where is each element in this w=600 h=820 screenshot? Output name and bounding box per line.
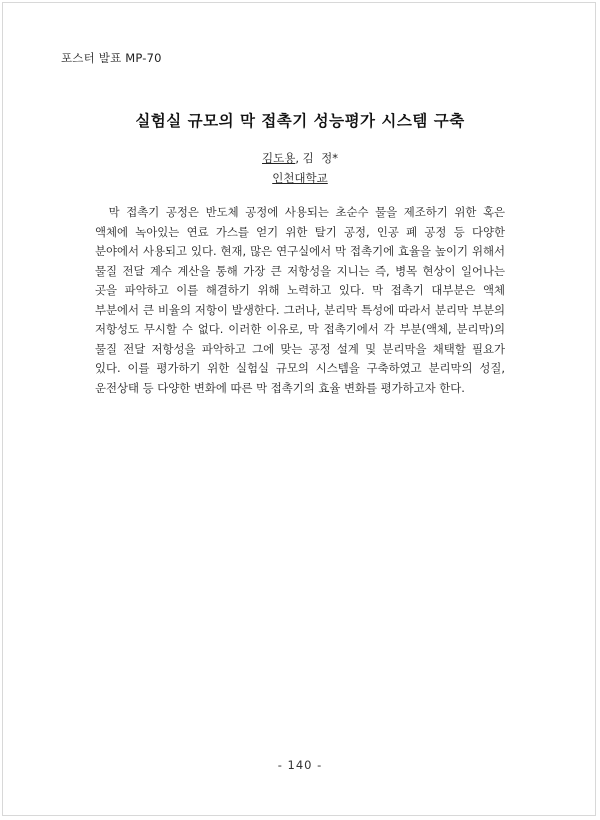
coauthor-name: 김 정* [302,151,338,165]
affiliation-name: 인천대학교 [272,171,328,185]
session-label: 포스터 발표 MP-70 [61,51,162,65]
paper-title: 실험실 규모의 막 접촉기 성능평가 시스템 구축 [135,112,465,130]
page-number: - 140 - [277,758,323,772]
author-line [0,150,600,166]
presenter-name: 김도용 [262,151,296,165]
abstract-paragraph: 막 접촉기 공정은 반도체 공정에 사용되는 초순수 물을 제조하기 위한 혹은 액체에 녹아있는 연료 가스를 얻기 위한 탈기 공정, 인공 폐 공정 등 다양한 분야에서 사용되고 있다. 현재, 많은 연구실에서 막 접촉기에 효율을 높이기 위해서 물질 전달 계수 계산을 통해 가장 큰 저항성을 지니는 즉, 병목 현상이 일어나는 곳을 파악하고 이를 해결하기 위해 노력하고 있다. 막 접촉기 대부분은 액체 부분에서 큰 비율의 저항이 발생한다. 그러나, 분리막 특성에 따라서 분리막 부분의 저항성도 무시할 수 없다. 이러한 이유로, 막 접촉기에서 각 부분(액체, 분리막)의 물질 전달 저항성을 파악하고 그에 맞는 공정 설계 및 분리막을 채택할 필요가 있다. 이를 평가하기 위한 실험실 규모의 시스템을 구축하였고 분리막의 성질, 운전상태 등 다양한 변화에 따른 막 접촉기의 효율 변화를 평가하고자 한다. [95,205,505,395]
author-separator: , [295,151,303,165]
affiliation [0,170,600,186]
